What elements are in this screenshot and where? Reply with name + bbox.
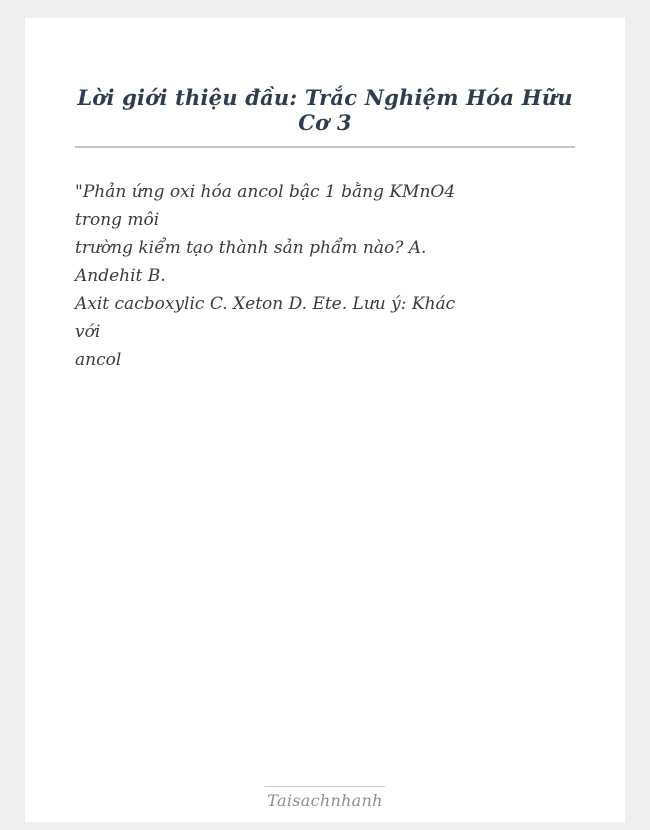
body-line: ancol (75, 350, 122, 371)
body-line: "Phản ứng oxi hóa ancol bậc 1 bằng KMnO4 (75, 182, 456, 203)
body-line: với (75, 322, 101, 343)
title-divider (75, 146, 575, 148)
footer-divider (265, 786, 385, 787)
document-body (75, 178, 575, 374)
page-footer (25, 786, 625, 822)
body-line: trường kiểm tạo thành sản phẩm nào? A. (75, 238, 427, 259)
body-line: Axit cacboxylic C. Xeton D. Ete. Lưu ý: Khác (75, 294, 456, 315)
page-title: Lời giới thiệu đầu: Trắc Nghiệm Hóa Hữu Cơ 3 (77, 85, 573, 136)
body-line: Andehit B. (75, 266, 166, 287)
footer-brand: Taisachnhanh (267, 791, 383, 810)
document-page (25, 18, 625, 822)
body-line: trong môi (75, 210, 160, 231)
